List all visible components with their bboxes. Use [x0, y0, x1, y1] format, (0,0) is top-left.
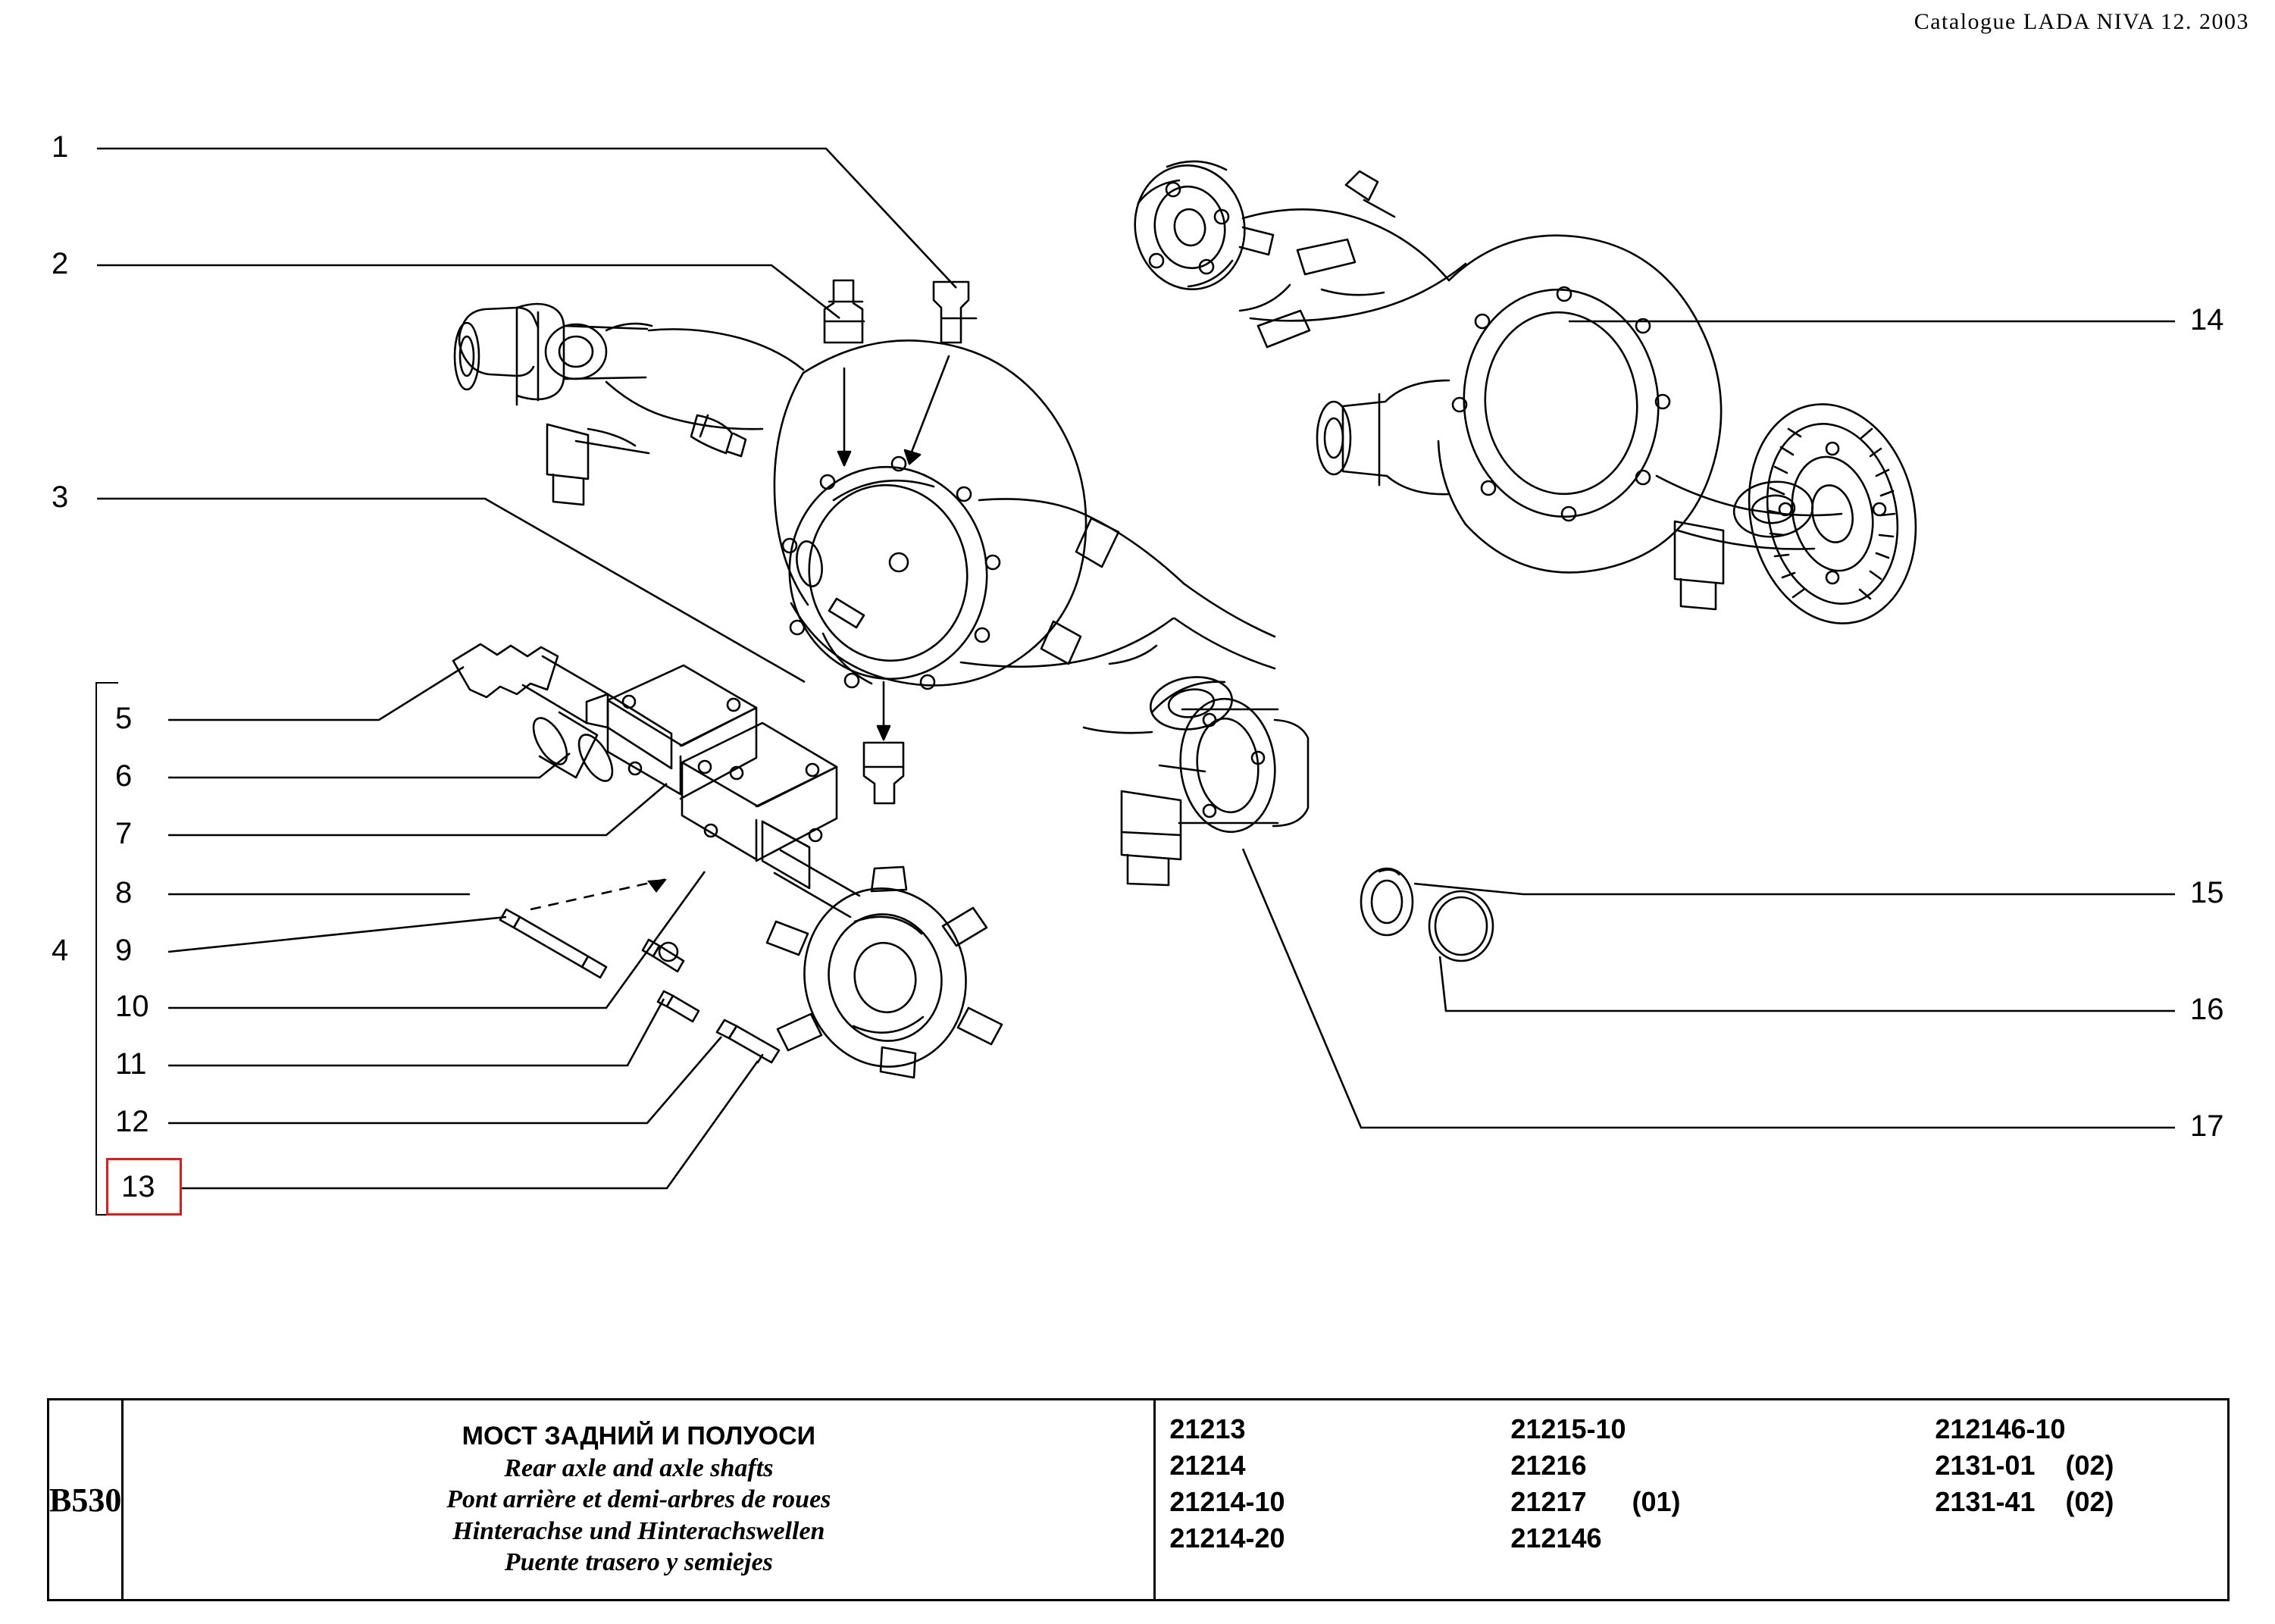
model-code: 21214-10 — [1169, 1485, 1285, 1517]
model-code: 2131-01 (02) — [1935, 1449, 2114, 1481]
callout-14[interactable]: 14 — [2190, 303, 2224, 336]
callout-16[interactable]: 16 — [2190, 993, 2224, 1026]
callout-6[interactable]: 6 — [115, 759, 133, 793]
table-code-cell: B530 — [49, 1400, 124, 1599]
title-es: Puente trasero y semiejes — [504, 1548, 773, 1577]
model-code: 21213 — [1169, 1413, 1246, 1444]
callout-2[interactable]: 2 — [52, 247, 69, 280]
model-code: 21217 (01) — [1510, 1485, 1681, 1517]
callout-12[interactable]: 12 — [115, 1105, 149, 1138]
info-table — [47, 1398, 2230, 1601]
callout-8[interactable]: 8 — [115, 876, 133, 909]
model-code: 212146-10 — [1935, 1413, 2066, 1444]
callout-13[interactable]: 13 — [121, 1170, 155, 1203]
title-de: Hinterachse und Hinterachswellen — [452, 1516, 825, 1545]
model-code: 212146 — [1510, 1522, 1602, 1554]
model-code: 21215-10 — [1510, 1413, 1626, 1444]
highlight-box-13 — [106, 1158, 182, 1216]
model-column-2 — [1510, 1411, 1935, 1599]
callout-11[interactable]: 11 — [115, 1047, 147, 1081]
callout-1[interactable]: 1 — [52, 130, 69, 164]
callout-10[interactable]: 10 — [115, 990, 149, 1023]
title-fr: Pont arrière et demi-arbres de roues — [446, 1485, 831, 1514]
title-en: Rear axle and axle shafts — [504, 1453, 774, 1482]
model-column-1 — [1169, 1411, 1510, 1599]
model-code: 21214 — [1169, 1449, 1246, 1481]
model-code: 21214-20 — [1169, 1522, 1285, 1554]
callout-3[interactable]: 3 — [52, 480, 69, 514]
callout-4[interactable]: 4 — [52, 934, 69, 967]
group-bracket-4 — [95, 682, 118, 1216]
table-names-cell — [124, 1400, 1156, 1599]
callout-7[interactable]: 7 — [115, 817, 133, 850]
callout-17[interactable]: 17 — [2190, 1109, 2224, 1143]
model-code: 21216 — [1510, 1449, 1587, 1481]
title-ru: МОСТ ЗАДНИЙ И ПОЛУОСИ — [462, 1422, 816, 1451]
table-models-cell — [1156, 1400, 2275, 1599]
callout-5[interactable]: 5 — [115, 702, 133, 735]
catalogue-header: Catalogue LADA NIVA 12. 2003 — [1914, 9, 2249, 34]
model-code: 2131-41 (02) — [1935, 1485, 2114, 1517]
model-column-3 — [1935, 1411, 2275, 1599]
callout-15[interactable]: 15 — [2190, 876, 2224, 909]
callout-9[interactable]: 9 — [115, 934, 133, 967]
